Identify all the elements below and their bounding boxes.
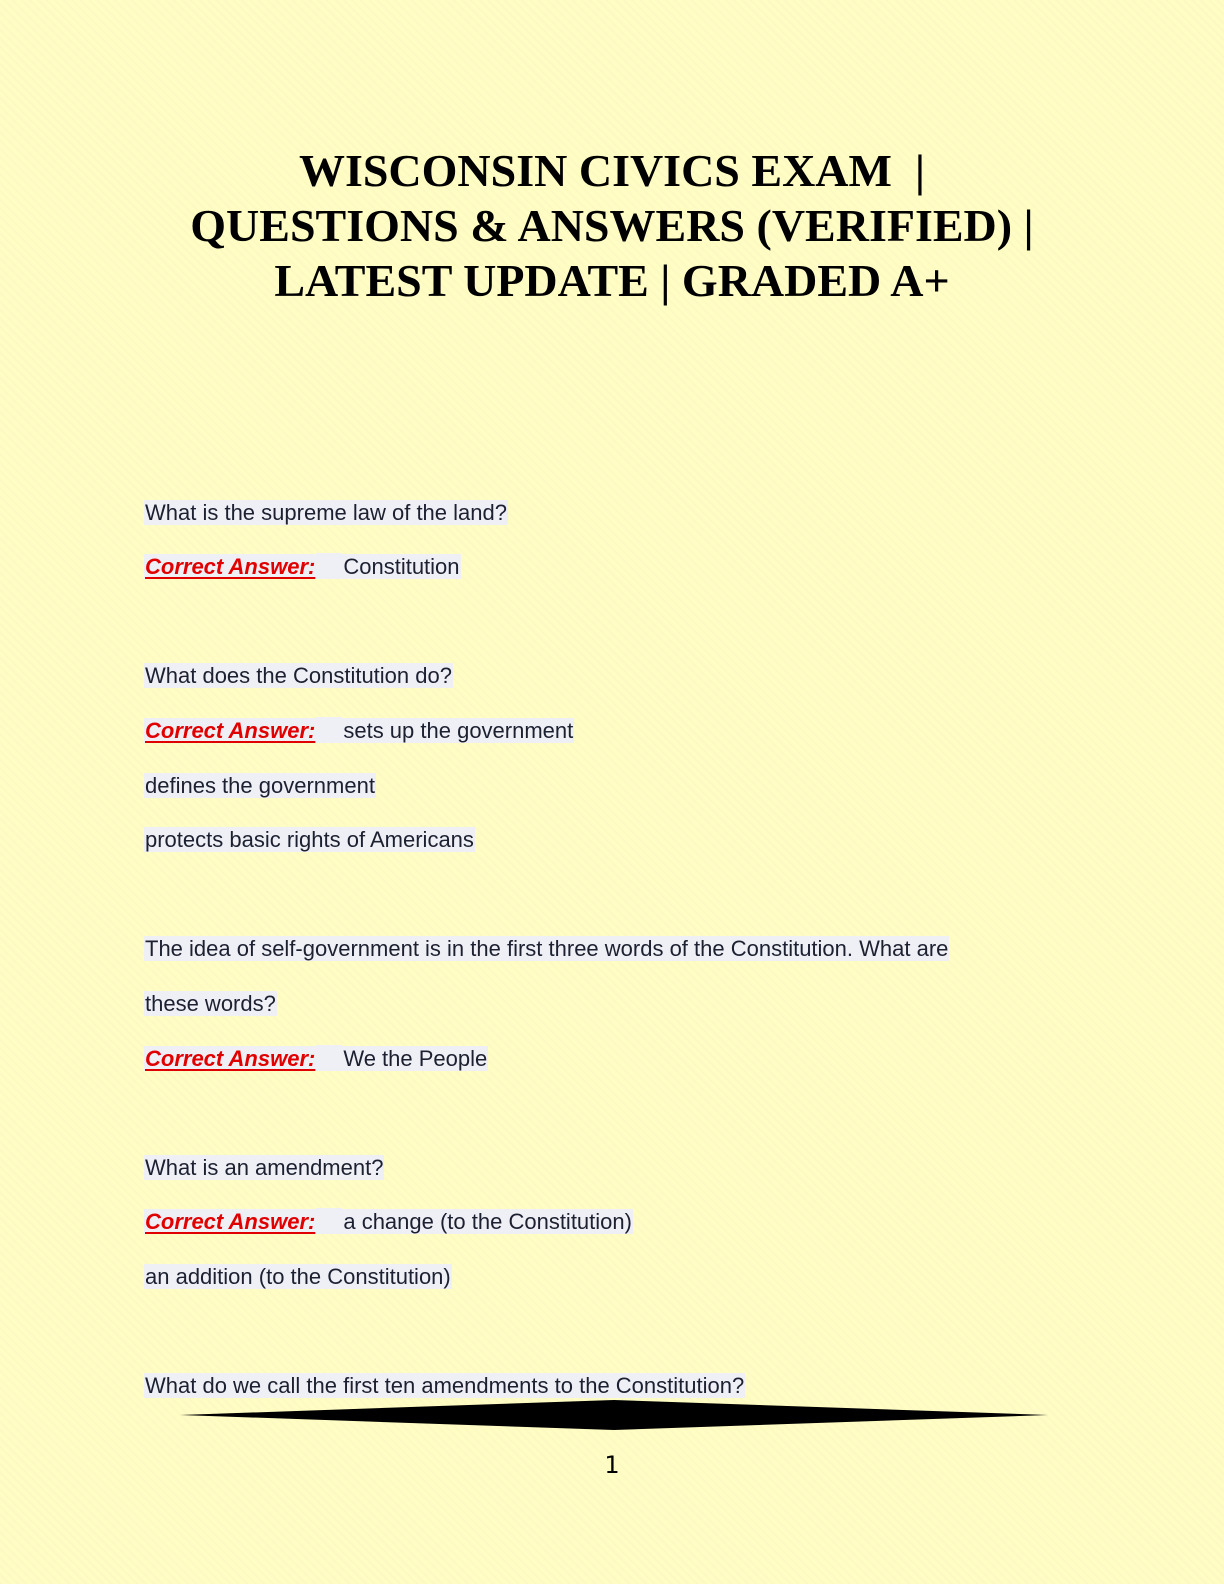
question-1 (144, 499, 508, 527)
title-line-3: LATEST UPDATE | GRADED A+ (274, 255, 950, 306)
answer-2-text-2: defines the government (145, 773, 375, 798)
answer-2-continued (144, 772, 376, 800)
correct-answer-label: Correct Answer: (145, 554, 316, 579)
question-3-continued (144, 990, 277, 1018)
answer-4-continued (144, 1263, 452, 1291)
page-number: 1 (604, 1451, 620, 1479)
question-2 (144, 662, 453, 690)
title-line-1: WISCONSIN CIVICS EXAM | (298, 145, 926, 196)
title-line-2: QUESTIONS & ANSWERS (VERIFIED) | (190, 200, 1034, 251)
answer-3-text: We the People (343, 1046, 488, 1071)
question-4-text: What is an amendment? (145, 1155, 384, 1180)
question-4 (144, 1154, 384, 1182)
answer-2-text-1: sets up the government (343, 718, 574, 743)
question-3-text-2: these words? (145, 991, 276, 1016)
question-5 (144, 1372, 745, 1400)
question-3 (144, 935, 949, 963)
document-title (0, 143, 1224, 308)
answer-4-text-1: a change (to the Constitution) (343, 1209, 632, 1234)
answer-2-continued (144, 826, 475, 854)
answer-4 (144, 1208, 633, 1236)
answer-2-text-3: protects basic rights of Americans (145, 827, 474, 852)
answer-2 (144, 717, 574, 745)
correct-answer-label: Correct Answer: (145, 718, 316, 743)
correct-answer-label: Correct Answer: (145, 1046, 316, 1071)
answer-1 (144, 553, 461, 581)
question-2-text: What does the Constitution do? (145, 663, 452, 688)
question-1-text: What is the supreme law of the land? (145, 500, 507, 525)
question-5-text: What do we call the first ten amendments to the Constitution? (145, 1373, 745, 1398)
footer-divider (180, 1400, 1048, 1430)
question-3-text-1: The idea of self-government is in the first three words of the Constitution. What are (145, 936, 949, 961)
answer-4-text-2: an addition (to the Constitution) (145, 1264, 451, 1289)
answer-1-text: Constitution (343, 554, 460, 579)
correct-answer-label: Correct Answer: (145, 1209, 316, 1234)
answer-3 (144, 1045, 488, 1073)
